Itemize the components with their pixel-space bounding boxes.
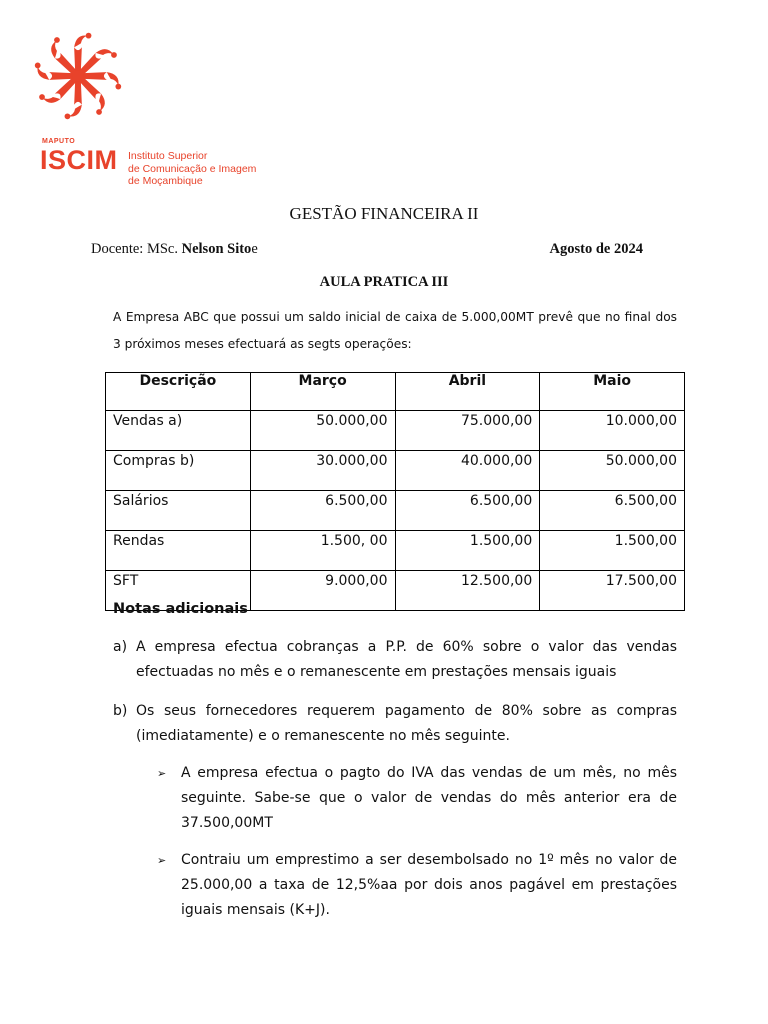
table-cell: SFT xyxy=(106,571,251,611)
table-cell: 10.000,00 xyxy=(540,411,685,451)
notes-heading: Notas adicionais xyxy=(113,601,248,617)
column-header: Abril xyxy=(395,373,540,411)
bullet-text: A empresa efectua o pagto do IVA das vendas de um mês, no mês seguinte. Sabe-se que o valor de vendas do mês anterior era de 37.500,00MT xyxy=(181,765,677,831)
docente-line xyxy=(91,241,258,258)
table-cell: 1.500,00 xyxy=(540,531,685,571)
table-cell: 1.500,00 xyxy=(395,531,540,571)
note-item xyxy=(113,635,677,685)
table-cell: 6.500,00 xyxy=(250,491,395,531)
logo-brand: ISCIM xyxy=(40,145,118,175)
column-header: Maio xyxy=(540,373,685,411)
document-date: Agosto de 2024 xyxy=(549,241,643,257)
note-text: Os seus fornecedores requerem pagamento de 80% sobre as compras (imediatamente) e o remanescente no mês seguinte. xyxy=(136,703,677,744)
document-title: GESTÃO FINANCEIRA II xyxy=(289,204,479,223)
iscim-logo-emblem-icon xyxy=(30,28,126,124)
table-row xyxy=(106,411,685,451)
bullet-item xyxy=(157,761,677,836)
docente-suffix: e xyxy=(251,241,258,257)
table-cell: 17.500,00 xyxy=(540,571,685,611)
logo-institution-name xyxy=(128,150,256,188)
column-header: Março xyxy=(250,373,395,411)
table-cell: 12.500,00 xyxy=(395,571,540,611)
table-cell: 1.500, 00 xyxy=(250,531,395,571)
docente-name: Nelson Sito xyxy=(181,241,252,257)
table-cell: 9.000,00 xyxy=(250,571,395,611)
note-label: b) xyxy=(113,703,128,719)
column-header: Descrição xyxy=(106,373,251,411)
table-cell: 50.000,00 xyxy=(250,411,395,451)
logo-institution-line: de Moçambique xyxy=(128,175,203,187)
table-header-row xyxy=(106,373,685,411)
note-label: a) xyxy=(113,639,128,655)
logo-institution-line: de Comunicação e Imagem xyxy=(128,162,257,175)
logo-city: MAPUTO xyxy=(42,138,76,145)
logo-institution-line: Instituto Superior xyxy=(128,150,208,162)
table-row xyxy=(106,451,685,491)
table-cell: Vendas a) xyxy=(106,411,251,451)
table-row xyxy=(106,491,685,531)
table-cell: 40.000,00 xyxy=(395,451,540,491)
intro-paragraph: A Empresa ABC que possui um saldo inicial de caixa de 5.000,00MT prevê que no final dos 3 próximos meses efectuará as segts operações: xyxy=(113,310,677,351)
table-cell: 75.000,00 xyxy=(395,411,540,451)
table-row xyxy=(106,531,685,571)
table-cell: 6.500,00 xyxy=(540,491,685,531)
arrow-bullet-icon: ➢ xyxy=(157,767,167,780)
operations-table xyxy=(105,372,685,611)
note-text: A empresa efectua cobranças a P.P. de 60% sobre o valor das vendas efectuadas no mês e o remanescente em prestações mensais iguais xyxy=(136,639,677,680)
bullet-text: Contraiu um emprestimo a ser desembolsado no 1º mês no valor de 25.000,00 a taxa de 12,5%aa por dois anos pagável em prestações iguais mensais (K+J). xyxy=(181,852,677,918)
table-cell: 30.000,00 xyxy=(250,451,395,491)
table-cell: Rendas xyxy=(106,531,251,571)
arrow-bullet-icon: ➢ xyxy=(157,854,167,867)
table-cell: 6.500,00 xyxy=(395,491,540,531)
docente-prefix: Docente: MSc. xyxy=(91,241,182,257)
table-cell: 50.000,00 xyxy=(540,451,685,491)
table-cell: Salários xyxy=(106,491,251,531)
bullet-item xyxy=(157,848,677,923)
table-cell: Compras b) xyxy=(106,451,251,491)
note-item xyxy=(113,699,677,749)
lesson-title: AULA PRATICA III xyxy=(319,274,449,290)
